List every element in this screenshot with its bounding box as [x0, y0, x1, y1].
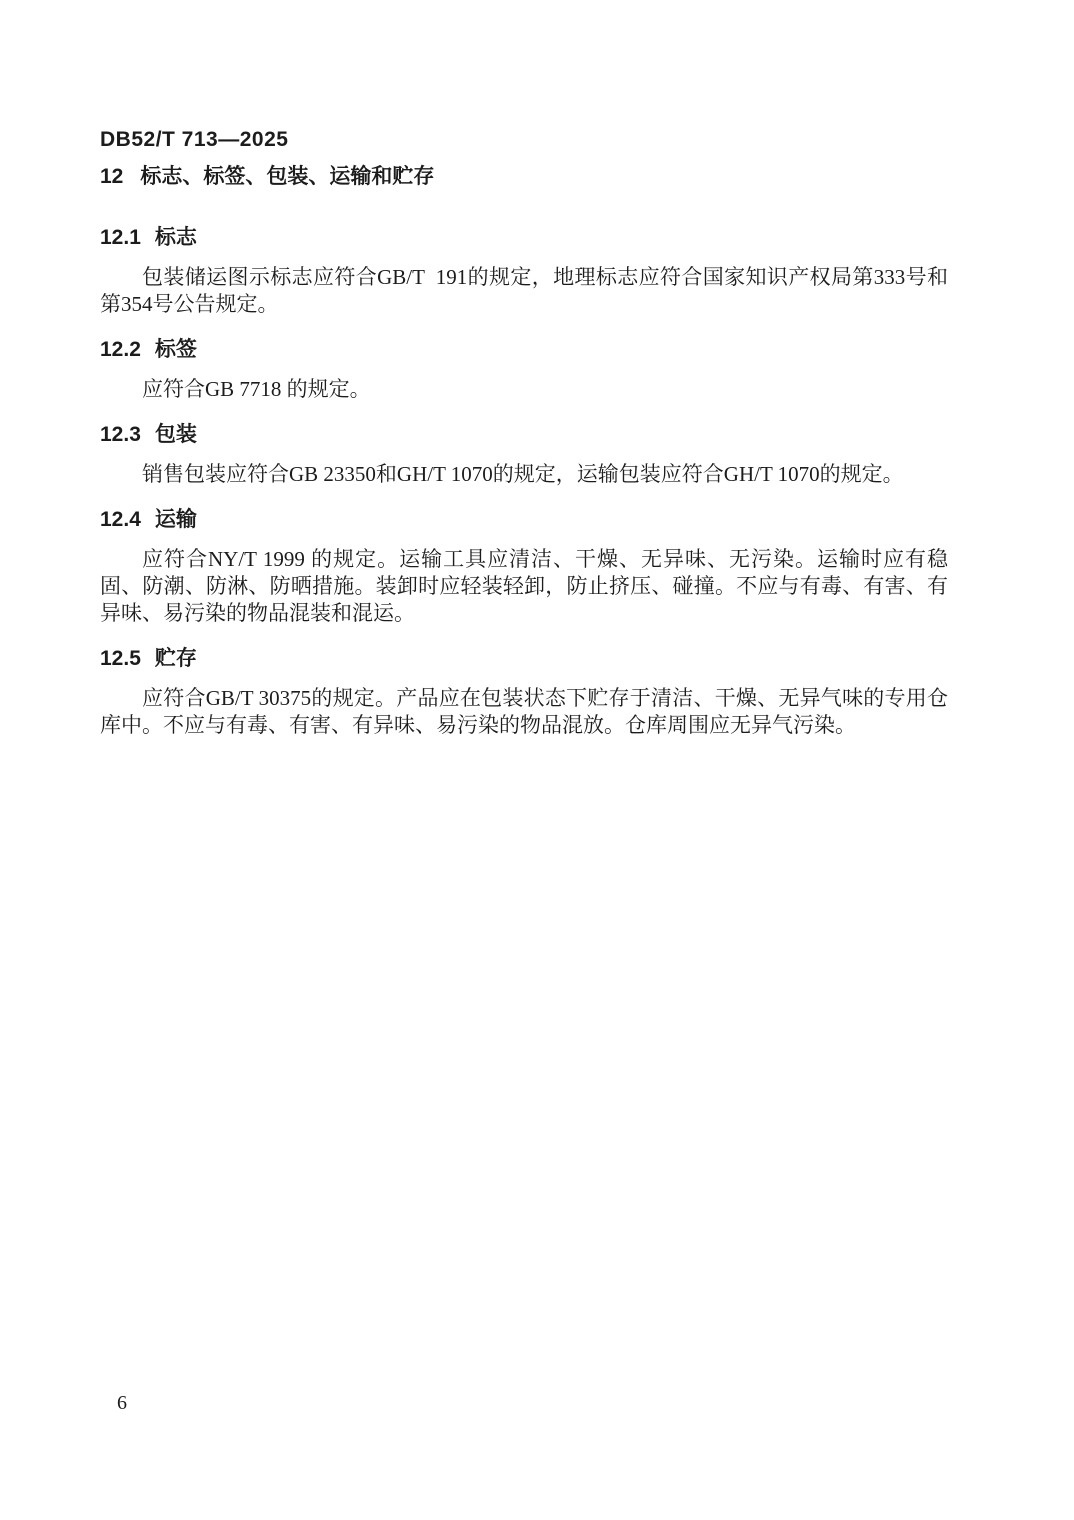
- section-12-2: [100, 338, 948, 403]
- page-number: 6: [117, 1392, 127, 1414]
- chapter-number: 12: [100, 165, 124, 188]
- chapter-heading: [100, 165, 948, 189]
- section-12-5: [100, 647, 948, 739]
- section-12-4: [100, 508, 948, 627]
- section-number: 12.5: [100, 647, 141, 670]
- chapter-title: 标志、标签、包装、运输和贮存: [140, 165, 435, 188]
- document-code-header: DB52/T 713—2025: [100, 128, 289, 151]
- section-heading: [100, 647, 948, 671]
- section-number: 12.1: [100, 226, 141, 249]
- section-paragraph: 应符合GB/T 30375的规定。产品应在包装状态下贮存于清洁、干燥、无异气味的专用仓库中。不应与有毒、有害、有异味、易污染的物品混放。仓库周围应无异气污染。: [100, 686, 948, 737]
- section-12-3: [100, 423, 948, 488]
- section-title: 包装: [154, 423, 197, 446]
- section-title: 运输: [154, 508, 197, 531]
- section-heading: [100, 423, 948, 447]
- section-paragraph: 销售包装应符合GB 23350和GH/T 1070的规定，运输包装应符合GH/T 1070的规定。: [142, 462, 904, 486]
- section-heading: [100, 508, 948, 532]
- section-heading: [100, 338, 948, 362]
- section-paragraph: 应符合NY/T 1999 的规定。运输工具应清洁、干燥、无异味、无污染。运输时应有稳固、防潮、防淋、防晒措施。装卸时应轻装轻卸，防止挤压、碰撞。不应与有毒、有害、有异味、易污染的物品混装和混运。: [100, 547, 948, 625]
- section-title: 标志: [154, 226, 197, 249]
- section-heading: [100, 226, 948, 250]
- page-content: [100, 0, 948, 739]
- section-number: 12.4: [100, 508, 141, 531]
- section-title: 标签: [154, 338, 197, 361]
- section-paragraph: 包装储运图示标志应符合GB/T 191的规定，地理标志应符合国家知识产权局第333号和第354号公告规定。: [100, 265, 948, 316]
- section-number: 12.2: [100, 338, 141, 361]
- section-number: 12.3: [100, 423, 141, 446]
- section-title: 贮存: [154, 647, 197, 670]
- section-12-1: [100, 226, 948, 318]
- section-paragraph: 应符合GB 7718 的规定。: [142, 377, 371, 401]
